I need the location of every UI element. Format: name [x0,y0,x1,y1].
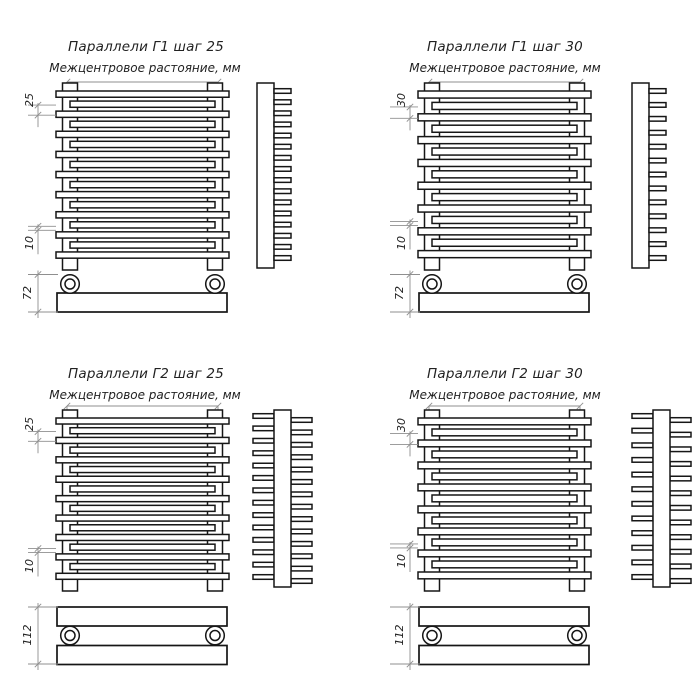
dim-depth-g2-step30: 112 [392,624,406,646]
center-distance-label-g1-step25: Межцентровое растояние, мм [49,61,241,75]
center-distance-dimension [426,79,583,86]
dim-depth-g2-step25: 112 [20,624,34,646]
plan-view [419,607,589,665]
quadrant-title-g1-step25: Параллели Г1 шаг 25 [68,39,224,55]
quadrant-g1-step-30 [390,79,666,318]
dim-step-g1-step30: 30 [394,93,408,107]
center-distance-dimension [64,403,221,410]
front-view [418,83,591,270]
center-distance-dimension [426,403,583,410]
side-view [632,410,691,587]
side-view [257,83,291,268]
plan-view [419,275,589,312]
center-distance-label-g2-step25: Межцентровое растояние, мм [49,388,241,402]
quadrant-g1-step-25 [28,79,291,318]
plan-view [57,607,227,665]
quadrant-g2-step-25 [28,403,312,670]
dim-gap-g1-step25: 10 [22,236,36,250]
side-view [632,83,666,268]
front-view [56,83,229,270]
side-view [253,410,312,587]
dim-step-g2-step30: 30 [394,418,408,432]
dim-gap-g2-step25: 10 [22,559,36,573]
center-distance-label-g2-step30: Межцентровое растояние, мм [409,388,601,402]
quadrant-title-g2-step25: Параллели Г2 шаг 25 [68,366,224,382]
plan-view [57,275,227,312]
dim-step-g1-step25: 25 [22,93,36,107]
quadrant-title-g2-step30: Параллели Г2 шаг 30 [427,366,583,382]
dim-gap-g2-step30: 10 [394,554,408,568]
quadrant-title-g1-step30: Параллели Г1 шаг 30 [427,39,583,55]
center-distance-label-g1-step30: Межцентровое растояние, мм [409,61,601,75]
quadrant-g2-step-30 [390,403,691,670]
dim-gap-g1-step30: 10 [394,236,408,250]
dim-step-g2-step25: 25 [22,417,36,431]
front-view [418,410,591,591]
dim-depth-g1-step30: 72 [392,286,406,300]
dim-depth-g1-step25: 72 [20,286,34,300]
center-distance-dimension [64,79,221,86]
front-view [56,410,229,591]
